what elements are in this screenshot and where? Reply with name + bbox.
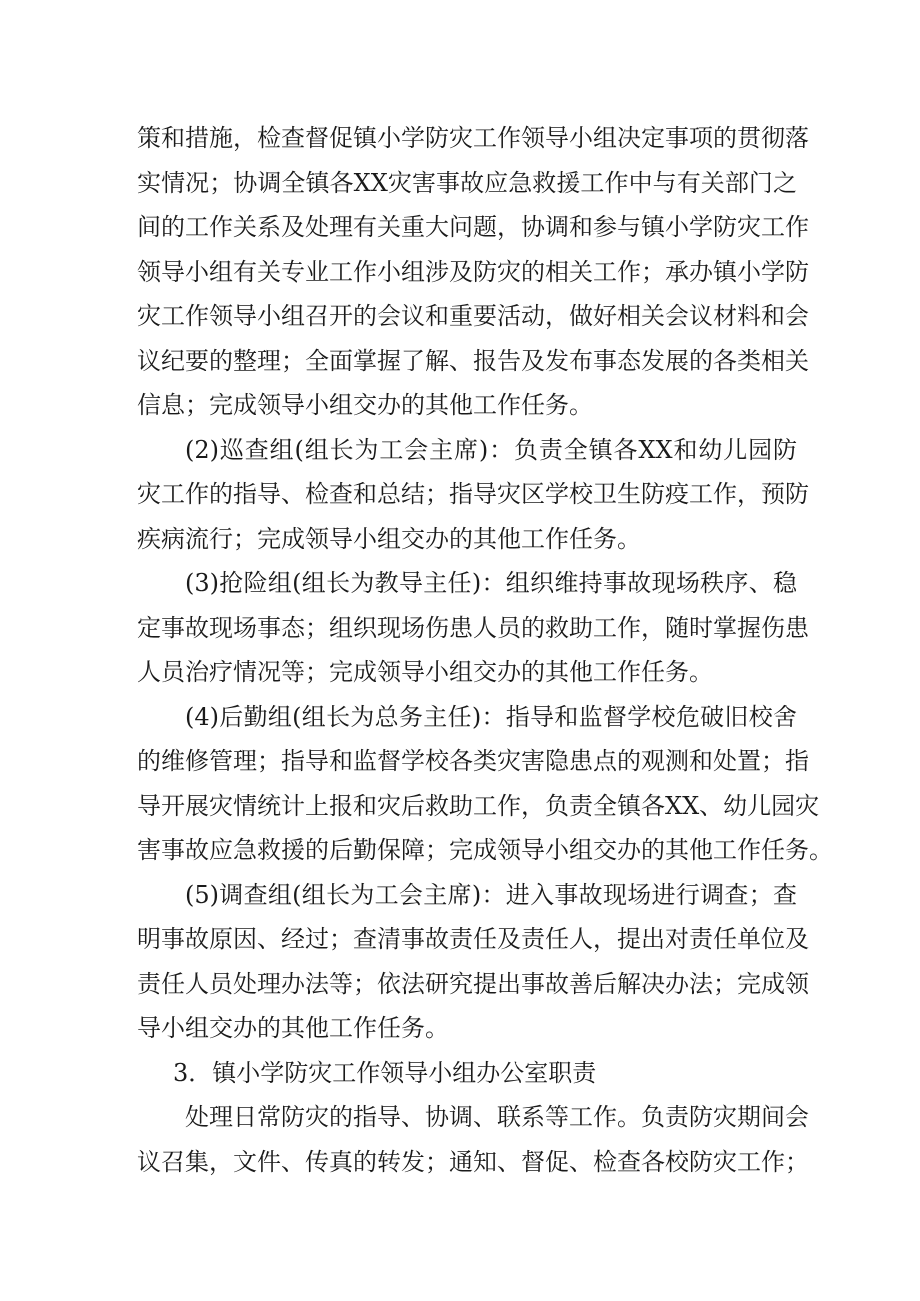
text-line: 领导小组有关专业工作小组涉及防灾的相关工作；承办镇小学防 <box>137 257 809 286</box>
text-line: 明事故原因、经过；查清事故责任及责任人，提出对责任单位及 <box>137 925 809 953</box>
text-line: 灾工作的指导、检查和总结；指导灾区学校卫生防疫工作，预防 <box>137 480 809 508</box>
text-line: 灾工作领导小组召开的会议和重要活动，做好相关会议材料和会 <box>137 302 809 330</box>
paragraph-office-duties-continued <box>137 116 809 428</box>
paragraph-investigation-group <box>137 873 809 1051</box>
paragraph-rescue-group <box>137 561 809 695</box>
text-line: 的维修管理；指导和监督学校各类灾害隐患点的观测和处置；指 <box>137 747 809 775</box>
text-line: 害事故应急救援的后勤保障；完成领导小组交办的其他工作任务。 <box>137 836 833 864</box>
text-line: 议召集，文件、传真的转发；通知、督促、检查各校防灾工作； <box>137 1147 809 1176</box>
text-line: (2)巡查组(组长为工会主席)：负责全镇各XX和幼儿园防 <box>185 435 797 464</box>
text-line: 议纪要的整理；全面掌握了解、报告及发布事态发展的各类相关 <box>137 346 809 375</box>
paragraph-logistics-group <box>137 695 833 873</box>
text-line: 间的工作关系及处理有关重大问题，协调和参与镇小学防灾工作 <box>137 213 809 241</box>
text-line: 责任人员处理办法等；依法研究提出事故善后解决办法；完成领 <box>137 969 809 998</box>
text-line: 定事故现场事态；组织现场伤患人员的救助工作，随时掌握伤患 <box>137 613 809 642</box>
text-line: 信息；完成领导小组交办的其他工作任务。 <box>137 391 593 419</box>
section-heading-office-duties <box>137 1051 797 1096</box>
paragraph-inspection-group <box>137 428 809 562</box>
text-line: 疾病流行；完成领导小组交办的其他工作任务。 <box>137 524 641 553</box>
text-line: (4)后勤组(组长为总务主任)：指导和监督学校危破旧校舍 <box>185 702 797 731</box>
text-line: (5)调查组(组长为工会主席)：进入事故现场进行调查；查 <box>185 880 797 909</box>
text-line: 实情况；协调全镇各XX灾害事故应急救援工作中与有关部门之 <box>137 168 797 197</box>
text-line: 导开展灾情统计上报和灾后救助工作，负责全镇各XX、幼儿园灾 <box>137 791 820 820</box>
text-line: 处理日常防灾的指导、协调、联系等工作。负责防灾期间会 <box>185 1103 809 1131</box>
section-heading: 3．镇小学防灾工作领导小组办公室职责 <box>173 1058 597 1087</box>
document-page <box>137 116 833 1184</box>
text-line: 策和措施，检查督促镇小学防灾工作领导小组决定事项的贯彻落 <box>137 124 809 152</box>
text-line: (3)抢险组(组长为教导主任)：组织维持事故现场秩序、稳 <box>185 569 797 597</box>
text-line: 导小组交办的其他工作任务。 <box>137 1014 449 1042</box>
text-line: 人员治疗情况等；完成领导小组交办的其他工作任务。 <box>137 658 713 686</box>
paragraph-office-daily-work <box>137 1095 809 1184</box>
